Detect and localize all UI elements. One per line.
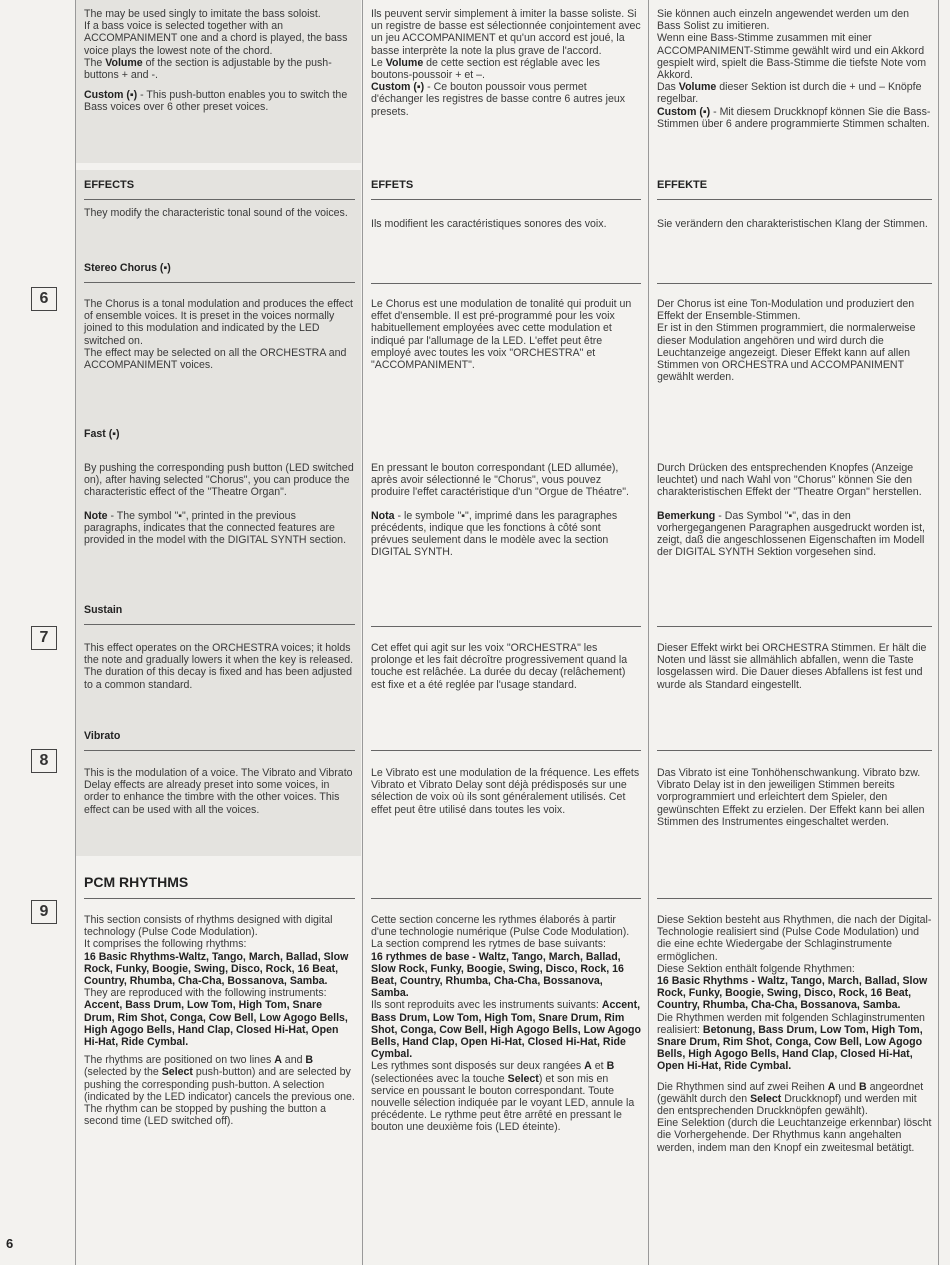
de-pcm-lines-text: Die Rhythmen sind auf zwei Reihen A und B angeordnet (gewählt durch den Select Druckknopf) und werden mit den entsprechenden Druckknöpfen gewählt). [657,1080,924,1118]
german-column [648,0,938,1265]
de-pcm-rhythms: 16 Basic Rhythms - Waltz, Tango, March, Ballad, Slow Rock, Funky, Boogie, Swing, Disco, Rock, 16 Beat, Country, Rhumba, Cha-Cha, Bossanova, Samba. [657,975,928,1012]
section-number-8: 8 [31,749,57,773]
fr-sustain-text: Cet effet qui agit sur les voix "ORCHESTRA" les prolonge et les fait décroître progressivement quand la touche est relâchée. La durée du decay (relâchement) est fixe et a été reglée par l'usage standard. [371,642,628,691]
effects-section [76,170,361,856]
fr-chorus-rule [371,283,641,284]
french-column [362,0,647,1265]
section-number-7: 7 [31,626,57,650]
de-chorus-rule [657,283,932,284]
de-bass-intro-1: Sie können auch einzeln angewendet werden um den Bass Solist zu imitieren. [657,8,910,33]
vibrato-title: Vibrato [84,730,355,751]
fr-pcm-lines-text: Les rythmes sont disposés sur deux rangées A et B (selectionées avec la touche Select) et son mis en service en poussant le bouton correspondant. Toute nouvelle sélection indiquée par le voyant LED, annule la précédente. Le rythme peut être arrêté en pressant le bouton une deuxième fois (LED éteinte). [371,1060,635,1134]
de-effects-desc: Sie verändern den charakteristischen Klang der Stimmen. [657,218,928,230]
de-pcm-p2: Diese Sektion enthält folgende Rhythmen: [657,962,855,975]
fr-bass-volume: Le Volume de cette section est réglable avec les boutons-poussoir + et –. [371,56,600,82]
sustain-text: This effect operates on the ORCHESTRA voices; it holds the note and gradually lowers it when the key is released. The duration of this decay is fixed and has been adjusted to a common standard. [84,642,354,691]
page-number: 6 [6,1236,14,1251]
effects-title: EFFECTS [84,179,355,200]
de-bass-volume: Das Volume dieser Sektion ist durch die + und – Knöpfe regelbar. [657,81,922,106]
fr-pcm-rhythms: 16 rythmes de base - Waltz, Tango, March, Ballad, Slow Rock, Funky, Boogie, Swing, Disco, Rock, 16 Beat, Country, Rhumba, Cha-Cha, Bossanova, Samba. [371,950,624,1000]
de-note-text: Bemerkung - Das Symbol "▪", das in den vorhergegangenen Paragraphen ausgedruckt worden ist, zeigt, daß die angeschlossenen Eigenschaften im Modell der DIGITAL SYNTH Sektion vorgesehen sind. [657,509,925,559]
pcm-p1: This section consists of rhythms designed with digital technology (Pulse Code Modulation). [84,914,333,939]
fast-text: By pushing the corresponding push button (LED switched on), after having selected "Chorus", you can produce the characteristic effect of the "Theatre Organ". [84,462,354,499]
de-vibrato-rule [657,750,932,751]
fr-effects-title: EFFETS [371,179,641,200]
fr-pcm-p2: La section comprend les rytmes de base suivants: [371,938,606,951]
de-pcm-instruments: Die Rhythmen werden mit folgenden Schlaginstrumenten realisiert: Betonung, Bass Drum, Low Tom, High Tom, Snare Drum, Rim Shot, Conga, Cow Bell, Low Agogo Bells, High Agogo Bells, Hand Clap, Closed Hi-Hat, Open Hi-Hat, Ride Cymbal. [657,1011,925,1073]
de-sustain-rule [657,626,932,627]
english-column [76,0,361,1265]
fr-chorus-text: Le Chorus est une modulation de tonalité qui produit un effet d'ensemble. Il est pré-programmé pour les voix habituellement employées avec cette modulation et indiqué par l'allumage de la LED. L'effet peut être employé avec toutes les voix "ORCHESTRA" et "ACCOMPANIMENT". [371,298,632,372]
fr-bass-intro-1: Ils peuvent servir simplement à imiter la basse soliste. Si un registre de basse est sélectionnée conjointement avec un jeu ACCOMPANIMENT et qu'un accord est joué, la basse interprète la note la plus grave de l'accord. [371,8,641,57]
fr-pcm-rule [371,898,641,899]
fr-fast-text: En pressant le bouton correspondant (LED allumée), après avoir sélectionné le "Chorus", vous pouvez produire l'effet caractéristique d'un "Orgue de Théatre". [371,462,629,499]
right-margin-rule [938,0,939,1265]
pcm-title: PCM RHYTHMS [84,874,355,899]
sustain-title: Sustain [84,604,355,625]
bass-custom-text: Custom (▪) - This push-button enables you to switch the Bass voices over 6 other preset voices. [84,89,348,114]
pcm-rhythms: 16 Basic Rhythms-Waltz, Tango, March, Ballad, Slow Rock, Funky, Boogie, Swing, Disco, Rock, 16 Beat, Country, Rhumba, Cha-Cha, Bossanova, Samba. [84,950,349,988]
de-bass-custom: Custom (▪) - Mit diesem Druckknopf können Sie die Bass-Stimmen über 6 andere programmierte Stimmen schalten. [657,105,931,130]
pcm-p2: It comprises the following rhythms: [84,938,247,951]
de-bass-intro-2: Wenn eine Bass-Stimme zusammen mit einer ACCOMPANIMENT-Stimme gewählt wird und ein Akkord gespielt wird, spielt die Bass-Stimme die tiefste Note vom Akkord. [657,32,927,82]
pcm-instruments: They are reproduced with the following instruments: Accent, Bass Drum, Low Tom, High Tom, Snare Drum, Rim Shot, Conga, Cow Bell, Low Agogo Bells, High Agogo Bells, Hand Clap, Closed Hi-Hat, Open Hi-Hat, Ride Cymbal. [84,987,348,1049]
bass-volume-text: The Volume of the section is adjustable by the push-buttons + and -. [84,56,332,82]
de-effects-title: EFFEKTE [657,179,932,200]
de-fast-text: Durch Drücken des entsprechenden Knopfes (Anzeige leuchtet) und nach Wahl von "Chorus" können Sie den charakteristischen Effekt der "Theatre Organ" herstellen. [657,462,922,499]
fr-pcm-p1: Cette section concerne les rythmes élaborés à partir d'une technologie numérique (Pulse Code Modulation). [371,914,630,939]
fr-effects-desc: Ils modifient les caractéristiques sonores des voix. [371,218,607,230]
fr-note-text: Nota - le symbole "▪", imprimé dans les paragraphes précédents, indique que les fonctions à côté sont prévues seulement dans le modèle avec la section DIGITAL SYNTH. [371,509,618,559]
fr-pcm-instruments: Ils sont reproduits avec les instruments suivants: Accent, Bass Drum, Low Tom, High Tom, Snare Drum, Rim Shot, Conga, Cow Bell, High Agogo Bells, Low Agogo Bells, Hand Clap, Open Hi-Hat, Closed Hi-Hat, Ride Cymbal. [371,999,641,1061]
de-chorus-text: Der Chorus ist eine Ton-Modulation und produziert den Effekt der Ensemble-Stimmen. [657,298,915,323]
de-pcm-p1: Diese Sektion besteht aus Rhythmen, die nach der Digital-Technologie realisiert sind (Pulse Code Modulation) und die eine echte Wiedergabe der Schlaginstrumente ermöglichen. [657,914,932,963]
chorus-title: Stereo Chorus (▪) [84,262,355,283]
pcm-section [76,864,361,1264]
fr-sustain-rule [371,626,641,627]
bass-intro-1: The may be used singly to imitate the bass soloist. [84,8,321,20]
effects-desc: They modify the characteristic tonal sound of the voices. [84,207,348,219]
de-sustain-text: Dieser Effekt wirkt bei ORCHESTRA Stimmen. Er hält die Noten und lässt sie allmählich abfallen, wenn die Taste losgelassen wird. Die Dauer dieses Abfallens ist fest und wurde als Standard eingestellt. [657,642,927,691]
fast-title: Fast (▪) [84,428,120,440]
de-pcm-rule [657,898,932,899]
note-text: Note - The symbol "▪", printed in the previous paragraphs, indicates that the connected features are provided in the model with the DIGITAL SYNTH section. [84,509,347,547]
bass-section [76,0,361,163]
vibrato-text: This is the modulation of a voice. The Vibrato and Vibrato Delay effects are already preset into some voices, in order to enhance the timbre with the other voices. This effect can be used with all the voices. [84,767,353,816]
de-pcm-p5: Eine Selektion (durch die Leuchtanzeige erkennbar) löscht die Vorhergehende. Der Rhythmus kann angehalten werden, indem man den Knopf ein zweitesmal betätigt. [657,1117,932,1154]
chorus-text-2: The effect may be selected on all the ORCHESTRA and ACCOMPANIMENT voices. [84,346,347,372]
bass-intro-2: If a bass voice is selected together with an ACCOMPANIMENT one and a chord is played, the bass voice plays the lowest note of the chord. [84,20,348,57]
de-vibrato-text: Das Vibrato ist eine Tonhöhenschwankung. Vibrato bzw. Vibrato Delay ist in den jeweiligen Stimmen bereits vorprogrammiert und erleichtert dem Spieler, den gewünschten Effekt zu erzielen. Der Effekt kann bei allen Stimmen des Instrumentes eingeschaltet werden. [657,767,925,828]
section-number-6: 6 [31,287,57,311]
pcm-lines-text: The rhythms are positioned on two lines A and B (selected by the Select push-button) and are selected by pushing the corresponding push-button. A selection (indicated by the LED indicator) cancels the previous one. The rhythm can be stopped by pushing the button a second time (LED switched off). [84,1054,355,1128]
section-number-9: 9 [31,900,57,924]
chorus-text: The Chorus is a tonal modulation and produces the effect of ensemble voices. It is preset in the voices normally joined to this modulation and indicated by the LED switched on. [84,298,353,347]
fr-vibrato-text: Le Vibrato est une modulation de la fréquence. Les effets Vibrato et Vibrato Delay sont déjà prédisposés sur une sélection de voix où ils sont généralement utilisés. Cet effet peut être utilisé dans toutes les voix. [371,767,640,816]
fr-bass-custom: Custom (▪) - Ce bouton poussoir vous permet d'échanger les registres de basse contre 6 autres jeux presets. [371,81,626,118]
fr-vibrato-rule [371,750,641,751]
de-chorus-text-2: Er ist in den Stimmen programmiert, die normalerweise dieser Modulation angehören und wird durch die Leuchtanzeige angezeigt. Dieser Effekt kann auf allen Stimmen von ORCHESTRA und ACCOMPANIMENT gewählt werden. [657,322,916,384]
